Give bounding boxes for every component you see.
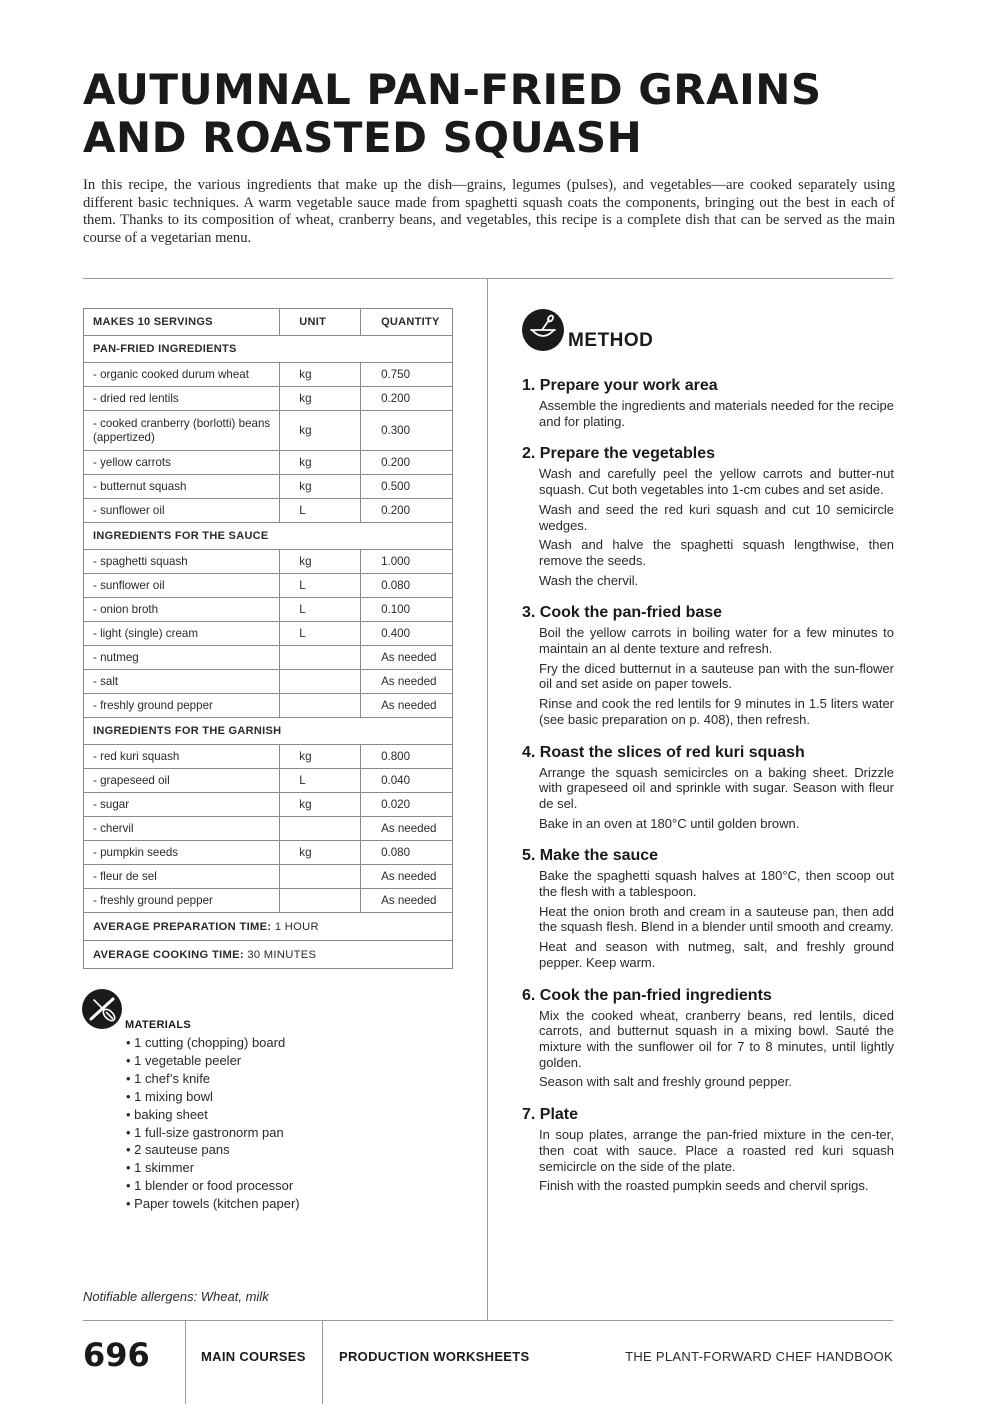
ingredient-row [84,550,453,574]
ingredient-unit: L [280,499,361,523]
ingredient-row [84,475,453,499]
ingredient-name: - sunflower oil [84,574,280,598]
ingredient-row [84,387,453,411]
cook-time-value: 30 MINUTES [243,948,317,961]
ingredient-row [84,598,453,622]
step-heading: 1. Prepare your work area [522,377,718,394]
ingredient-unit [280,670,361,694]
ingredient-name: - salt [84,670,280,694]
method-step [522,603,894,727]
step-text: Bake in an oven at 180°C until golden brown. [539,815,800,831]
ingredient-row [84,622,453,646]
step-heading: 5. Make the sauce [522,847,659,865]
footer-book-title: THE PLANT-FORWARD CHEF HANDBOOK [625,1349,893,1364]
ingredient-quantity: 1.000 [361,550,453,574]
step-text: Finish with the roasted pumpkin seeds and chervil sprigs. [539,1178,869,1194]
ingredient-quantity: 0.100 [361,598,453,622]
table-header-row [84,309,453,336]
ingredient-quantity: 0.020 [361,793,453,817]
ingredient-row [84,363,453,387]
ingredient-name: - chervil [84,817,280,841]
ingredient-row [84,451,453,475]
ingredient-row [84,574,453,598]
method-step [522,986,894,1091]
step-text: Bake the spaghetti squash halves at 180°C, then scoop out the flesh with a tablespoon. [539,868,894,900]
ingredient-unit [280,646,361,670]
ingredient-unit: kg [280,475,361,499]
prep-time-row [84,913,453,941]
materials-item: • 2 sauteuse pans [126,1142,230,1158]
method-step [522,846,894,970]
mixing-bowl-icon [522,309,564,351]
step-text: Wash and halve the spaghetti squash lengthwise, then remove the seeds. [539,537,894,568]
intro-paragraph: In this recipe, the various ingredients that make up the dish—grains, legumes (pulses), and vegetables—are cooked separately using different basic techniques. A warm vegetable sauce made from spaghetti squash coats the components, bringing out the best in each of them. Thanks to its composition of wheat, cranberry beans, and vegetables, this recipe is a complete dish that can be served as the main course of a vegetarian menu. [83,177,895,247]
materials-item: • 1 vegetable peeler [126,1052,242,1068]
ingredient-unit [280,694,361,718]
footer-section: MAIN COURSES [201,1349,306,1364]
ingredient-row [84,817,453,841]
ingredient-name: - nutmeg [84,646,280,670]
materials-item: • baking sheet [126,1106,208,1122]
ingredient-unit: L [280,574,361,598]
ingredient-name: - grapeseed oil [84,769,280,793]
step-text: Fry the diced butternut in a sauteuse pan with the sun-flower oil and set aside on paper towels. [539,660,894,692]
ingredient-row [84,865,453,889]
step-text: Rinse and cook the red lentils for 9 minutes in 1.5 liters water (see basic preparation on p. 408), then refresh. [539,696,894,727]
ingredient-quantity: 0.800 [361,745,453,769]
ingredient-quantity: As needed [361,817,453,841]
ingredient-unit: L [280,622,361,646]
ingredient-row [84,769,453,793]
ingredient-unit [280,865,361,889]
ingredient-name: - freshly ground pepper [84,694,280,718]
ingredient-name: - fleur de sel [84,865,280,889]
step-text: Heat the onion broth and cream in a sauteuse pan, then add the squash flesh. Blend in a blender until smooth and creamy. [539,903,894,935]
ingredient-row [84,670,453,694]
ingredient-quantity: 0.400 [361,622,453,646]
ingredient-unit [280,817,361,841]
ingredient-name: - onion broth [84,598,280,622]
step-text: Boil the yellow carrots in boiling water for a few minutes to maintain an al dente texture and refresh. [539,625,894,657]
ingredient-unit: kg [280,363,361,387]
step-text: In soup plates, arrange the pan-fried mixture in the cen-ter, then coat with sauce. Place a roasted red kuri squash semicircle on the side of the plate. [539,1127,894,1174]
method-title: METHOD [568,330,654,351]
rolling-pin-whisk-icon [82,989,122,1029]
step-heading: 4. Roast the slices of red kuri squash [522,743,805,761]
footer-divider-2 [322,1320,323,1404]
ingredient-unit: L [280,769,361,793]
method-step [522,743,894,832]
ingredient-unit: kg [280,387,361,411]
ingredient-quantity: 0.200 [361,387,453,411]
column-divider [487,278,488,1320]
ingredient-quantity: 0.500 [361,475,453,499]
step-heading: 7. Plate [522,1106,579,1124]
ingredient-name: - sugar [84,793,280,817]
allergens-note: Notifiable allergens: Wheat, milk [83,1289,269,1304]
ingredient-unit: kg [280,793,361,817]
method-steps [522,376,894,1209]
step-heading: 3. Cook the pan-fried base [522,604,723,622]
step-text: Arrange the squash semicircles on a baking sheet. Drizzle with grapeseed oil and sprinkle with sugar. Season with fleur de sel. [539,764,894,811]
ingredient-name: - butternut squash [84,475,280,499]
title-line-2: AND ROASTED SQUASH [83,113,643,162]
ingredient-name: - sunflower oil [84,499,280,523]
top-divider [83,278,893,279]
ingredient-name: - pumpkin seeds [84,841,280,865]
section-row [84,523,453,550]
step-text: Assemble the ingredients and materials needed for the recipe and for plating. [539,398,894,429]
ingredient-row [84,694,453,718]
footer-divider-1 [185,1320,186,1404]
ingredient-unit: L [280,598,361,622]
materials-item: • 1 mixing bowl [126,1088,213,1104]
method-step [522,376,894,429]
materials-item: • 1 blender or food processor [126,1178,294,1194]
ingredient-quantity: As needed [361,646,453,670]
ingredient-quantity: 0.080 [361,574,453,598]
ingredient-quantity: 0.200 [361,451,453,475]
ingredient-quantity: As needed [361,694,453,718]
materials-item: • Paper towels (kitchen paper) [126,1196,300,1212]
step-text: Heat and season with nutmeg, salt, and freshly ground pepper. Keep warm. [539,939,894,970]
method-step [522,444,894,588]
step-heading: 6. Cook the pan-fried ingredients [522,986,772,1004]
ingredient-name: - yellow carrots [84,451,280,475]
step-text: Wash and seed the red kuri squash and cut 10 semicircle wedges. [539,501,894,533]
step-heading: 2. Prepare the vegetables [522,445,715,463]
materials-list [126,1034,300,1213]
section-title: PAN-FRIED INGREDIENTS [84,336,453,363]
footer-divider [83,1320,893,1321]
ingredient-row [84,745,453,769]
materials-item: • 1 cutting (chopping) board [126,1035,286,1050]
ingredient-quantity: 0.300 [361,411,453,451]
ingredient-row [84,499,453,523]
prep-time-value: 1 HOUR [271,920,319,933]
ingredient-row [84,889,453,913]
materials-item: • 1 chef’s knife [126,1070,211,1086]
ingredient-name: - light (single) cream [84,622,280,646]
ingredient-name: - cooked cranberry (borlotti) beans (appertized) [84,411,280,451]
ingredient-unit: kg [280,411,361,451]
ingredient-row [84,646,453,670]
quantity-header: QUANTITY [361,309,453,336]
materials-title: MATERIALS [125,1019,192,1031]
ingredient-quantity: As needed [361,889,453,913]
step-text: Wash and carefully peel the yellow carrots and butter-nut squash. Cut both vegetables into 1-cm cubes and set aside. [539,466,894,498]
ingredient-name: - freshly ground pepper [84,889,280,913]
section-row [84,718,453,745]
materials-item: • 1 skimmer [126,1160,195,1176]
method-step [522,1105,894,1194]
page-title [83,66,943,162]
ingredient-quantity: 0.040 [361,769,453,793]
step-text: Wash the chervil. [539,572,639,588]
section-title: INGREDIENTS FOR THE GARNISH [84,718,453,745]
page-number: 696 [83,1336,150,1374]
ingredient-unit: kg [280,841,361,865]
ingredient-unit: kg [280,550,361,574]
ingredient-quantity: 0.750 [361,363,453,387]
cook-time-label: AVERAGE COOKING TIME: [93,948,244,961]
step-text: Season with salt and freshly ground pepper. [539,1074,792,1090]
prep-time-label: AVERAGE PREPARATION TIME: [93,920,272,933]
ingredients-table [83,308,453,969]
section-row [84,336,453,363]
ingredient-quantity: 0.080 [361,841,453,865]
materials-item: • 1 full-size gastronorm pan [126,1124,284,1140]
title-line-1: AUTUMNAL PAN-FRIED GRAINS [83,65,822,114]
servings-header: MAKES 10 SERVINGS [84,309,280,336]
ingredient-quantity: 0.200 [361,499,453,523]
step-text: Mix the cooked wheat, cranberry beans, red lentils, diced carrots, and butternut squash in a mixing bowl. Sauté the mixture with the sunflower oil for 7 to 8 minutes, until lightly golden. [539,1007,894,1070]
ingredient-quantity: As needed [361,670,453,694]
ingredient-unit: kg [280,451,361,475]
ingredient-name: - red kuri squash [84,745,280,769]
ingredient-unit [280,889,361,913]
ingredient-row [84,841,453,865]
ingredient-name: - dried red lentils [84,387,280,411]
cook-time-row [84,941,453,969]
ingredient-name: - spaghetti squash [84,550,280,574]
footer-subsection: PRODUCTION WORKSHEETS [339,1349,530,1364]
ingredient-unit: kg [280,745,361,769]
ingredient-row [84,793,453,817]
section-title: INGREDIENTS FOR THE SAUCE [84,523,453,550]
ingredient-quantity: As needed [361,865,453,889]
ingredient-name: - organic cooked durum wheat [84,363,280,387]
unit-header: UNIT [280,309,361,336]
ingredient-row [84,411,453,451]
